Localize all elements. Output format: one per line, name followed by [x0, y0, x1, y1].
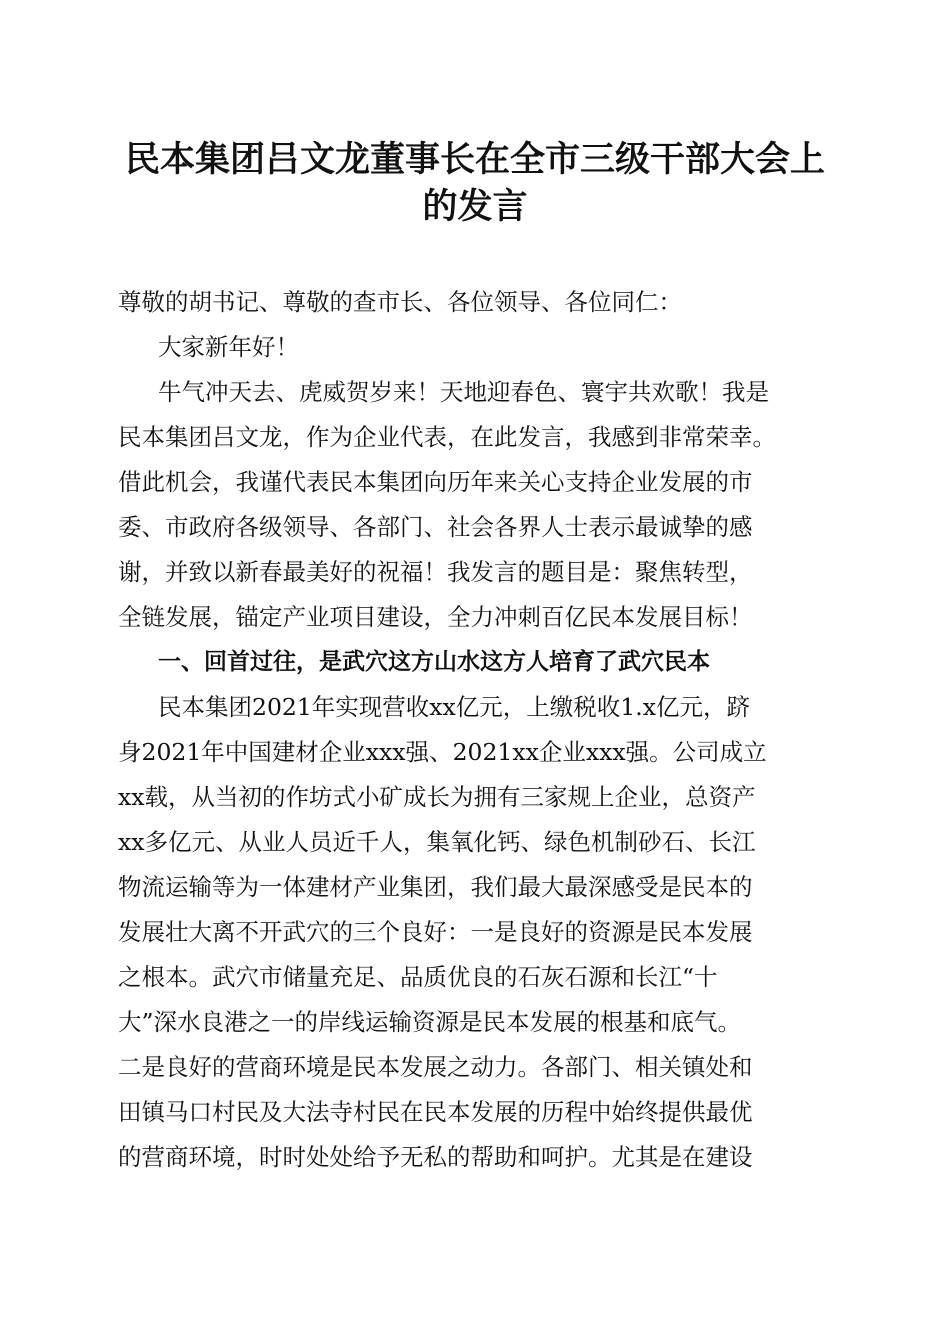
paragraph-2-line-3: xx载，从当初的作坊式小矿成长为拥有三家规上企业，总资产	[118, 783, 756, 811]
paragraph-2-line-2: 身2021年中国建材企业xxx强、2021xx企业xxx强。公司成立	[118, 738, 767, 766]
paragraph-2-line-7: 之根本。武穴市储量充足、品质优良的石灰石源和长江“十	[118, 963, 718, 991]
greeting: 大家新年好！	[158, 333, 299, 361]
document-title	[100, 136, 850, 230]
paragraph-2-line-9: 二是良好的营商环境是民本发展之动力。各部门、相关镇处和	[118, 1053, 753, 1081]
paragraph-2-line-11: 的营商环境，时时处处给予无私的帮助和呵护。尤其是在建设	[118, 1143, 753, 1171]
paragraph-1-line-2: 民本集团吕文龙，作为企业代表，在此发言，我感到非常荣幸。	[118, 423, 776, 451]
paragraph-1-line-3: 借此机会，我谨代表民本集团向历年来关心支持企业发展的市	[118, 468, 753, 496]
paragraph-2-line-4: xx多亿元、从业人员近千人，集氧化钙、绿色机制砂石、长江	[118, 828, 756, 856]
section-1-heading: 一、回首过往，是武穴这方山水这方人培育了武穴民本	[158, 649, 710, 675]
salutation: 尊敬的胡书记、尊敬的查市长、各位领导、各位同仁：	[118, 288, 682, 316]
paragraph-1-line-5: 谢，并致以新春最美好的祝福！我发言的题目是：聚焦转型，	[118, 558, 753, 586]
paragraph-1-line-1: 牛气冲天去、虎威贺岁来！天地迎春色、寰宇共欢歌！我是	[158, 378, 769, 406]
paragraph-2-line-5: 物流运输等为一体建材产业集团，我们最大最深感受是民本的	[118, 873, 753, 901]
paragraph-2-line-8: 大”深水良港之一的岸线运输资源是民本发展的根基和底气。	[118, 1008, 742, 1036]
paragraph-1-line-4: 委、市政府各级领导、各部门、社会各界人士表示最诚挚的感	[118, 513, 753, 541]
paragraph-1-line-6: 全链发展，锚定产业项目建设，全力冲刺百亿民本发展目标！	[118, 603, 753, 631]
title-line-2: 的发言	[422, 186, 528, 227]
document-body	[118, 280, 838, 1180]
paragraph-2-line-6: 发展壮大离不开武穴的三个良好：一是良好的资源是民本发展	[118, 918, 753, 946]
paragraph-2-line-10: 田镇马口村民及大法寺村民在民本发展的历程中始终提供最优	[118, 1098, 753, 1126]
paragraph-2-line-1: 民本集团2021年实现营收xx亿元，上缴税收1.x亿元，跻	[158, 693, 750, 721]
title-line-1: 民本集团吕文龙董事长在全市三级干部大会上	[124, 139, 825, 180]
